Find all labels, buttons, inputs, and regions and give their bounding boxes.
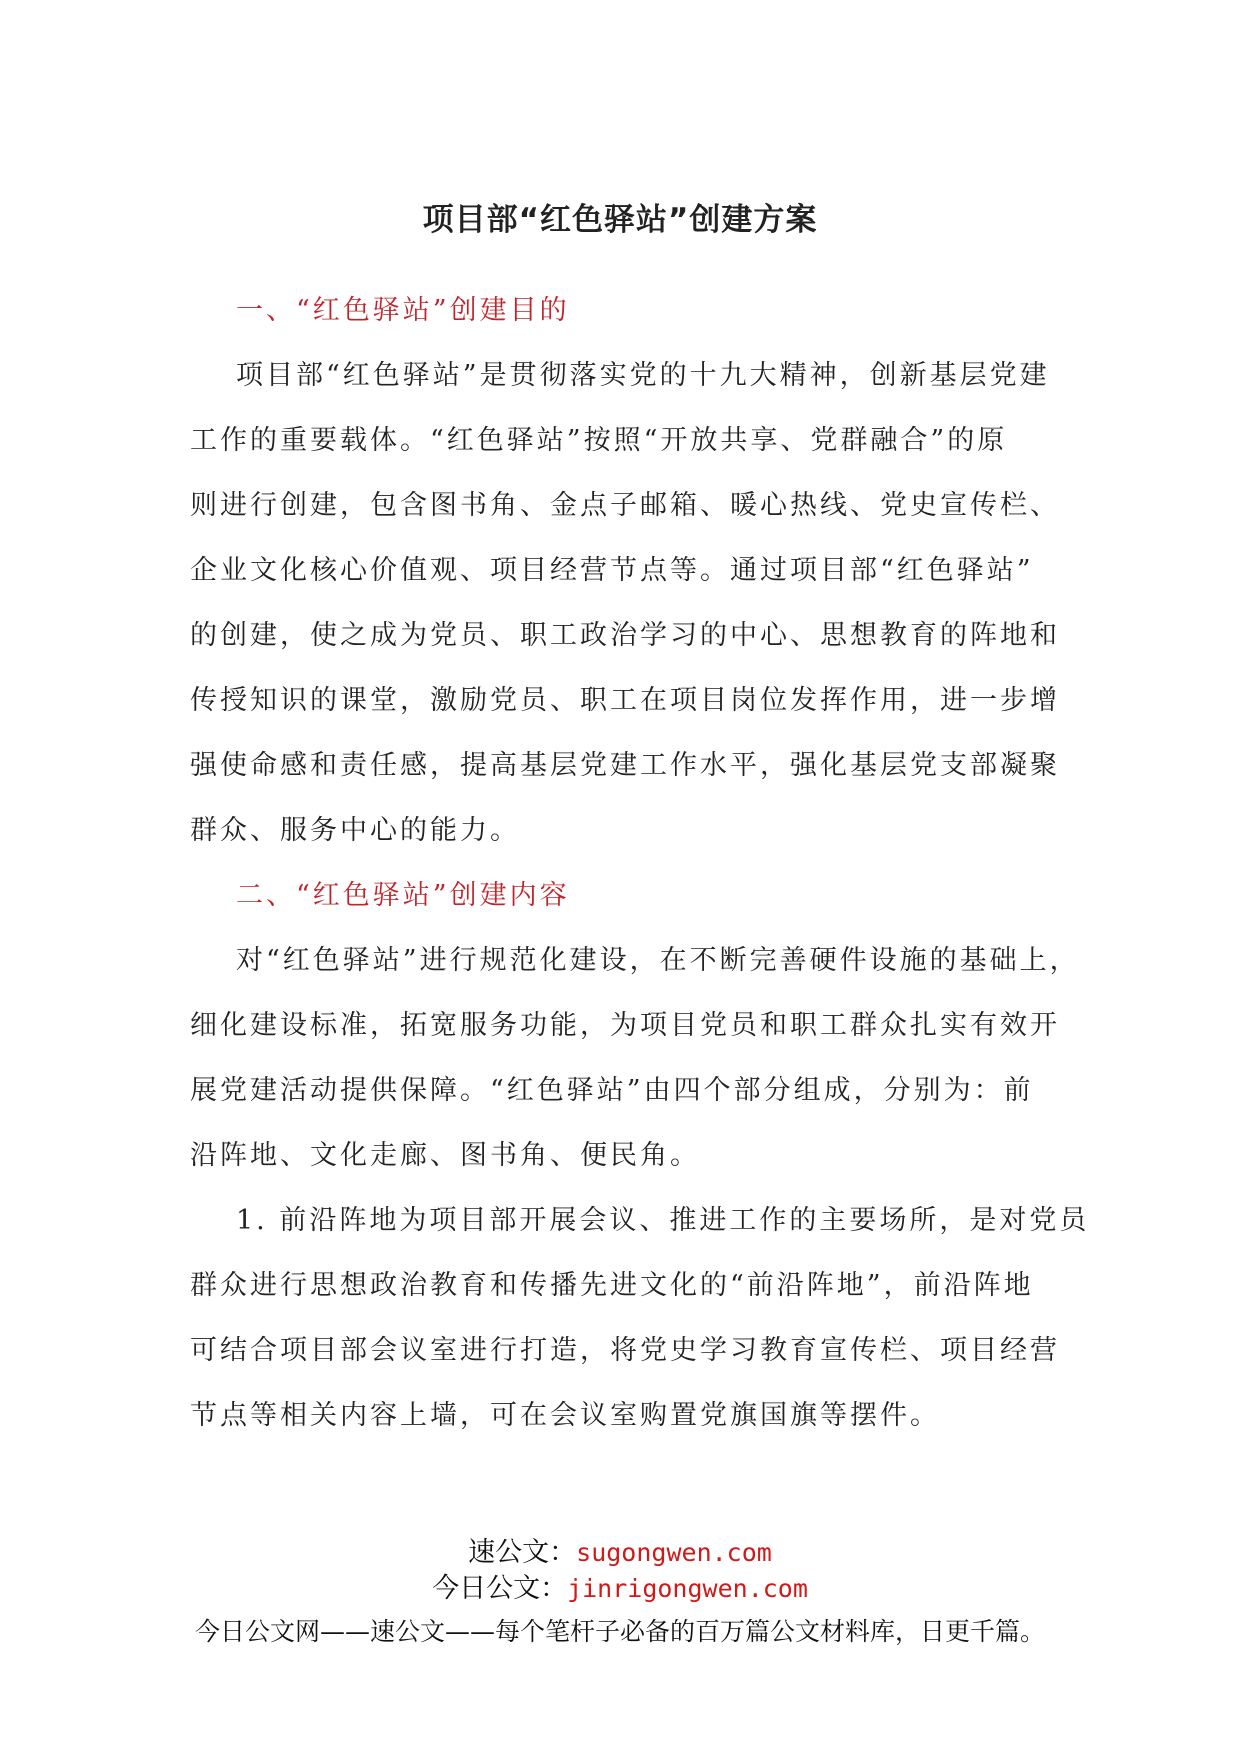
paragraph-line: 企业文化核心价值观、项目经营节点等。通过项目部“红色驿站” xyxy=(190,555,1034,586)
footer-link-jinrigongwen[interactable]: jinrigongwen.com xyxy=(567,1574,808,1603)
footer-label-jinrigongwen: 今日公文： xyxy=(432,1573,568,1604)
paragraph-line: 群众进行思想政治教育和传播先进文化的“前沿阵地”，前沿阵地 xyxy=(190,1270,1034,1301)
paragraph-line: 项目部“红色驿站”是贯彻落实党的十九大精神，创新基层党建 xyxy=(236,360,1050,391)
paragraph-line: 工作的重要载体。“红色驿站”按照“开放共享、党群融合”的原 xyxy=(190,425,1008,456)
document-title: 项目部“红色驿站”创建方案 xyxy=(422,202,818,238)
paragraph-line: 的创建，使之成为党员、职工政治学习的中心、思想教育的阵地和 xyxy=(190,620,1060,651)
paragraph-line: 群众、服务中心的能力。 xyxy=(190,815,520,846)
paragraph-line: 对“红色驿站”进行规范化建设，在不断完善硬件设施的基础上， xyxy=(236,945,1080,976)
footer-label-sugongwen: 速公文： xyxy=(468,1537,577,1568)
paragraph-line: 沿阵地、文化走廊、图书角、便民角。 xyxy=(190,1140,700,1171)
paragraph-line: 强使命感和责任感，提高基层党建工作水平，强化基层党支部凝聚 xyxy=(190,750,1060,781)
footer-link-sugongwen[interactable]: sugongwen.com xyxy=(576,1538,772,1567)
section-heading-1: 一、“红色驿站”创建目的 xyxy=(236,295,570,326)
paragraph-line: 可结合项目部会议室进行打造，将党史学习教育宣传栏、项目经营 xyxy=(190,1335,1060,1366)
paragraph-line: 节点等相关内容上墙，可在会议室购置党旗国旗等摆件。 xyxy=(190,1400,940,1431)
footer-line-jinrigongwen xyxy=(0,1571,1240,1607)
paragraph-line: 传授知识的课堂，激励党员、职工在项目岗位发挥作用，进一步增 xyxy=(190,685,1060,716)
site-footer xyxy=(0,1535,1240,1653)
footer-line-sugongwen xyxy=(0,1535,1240,1571)
paragraph-line: 则进行创建，包含图书角、金点子邮箱、暖心热线、党史宣传栏、 xyxy=(190,490,1060,521)
document-body xyxy=(190,278,1090,1448)
paragraph-line: 细化建设标准，拓宽服务功能，为项目党员和职工群众扎实有效开 xyxy=(190,1010,1060,1041)
paragraph-line: 展党建活动提供保障。“红色驿站”由四个部分组成，分别为：前 xyxy=(190,1075,1034,1106)
paragraph-line: 1. 前沿阵地为项目部开展会议、推进工作的主要场所，是对党员 xyxy=(236,1205,1090,1236)
footer-slogan: 今日公文网——速公文——每个笔杆子必备的百万篇公文材料库，日更千篇。 xyxy=(194,1617,1045,1646)
section-heading-2: 二、“红色驿站”创建内容 xyxy=(236,880,570,911)
